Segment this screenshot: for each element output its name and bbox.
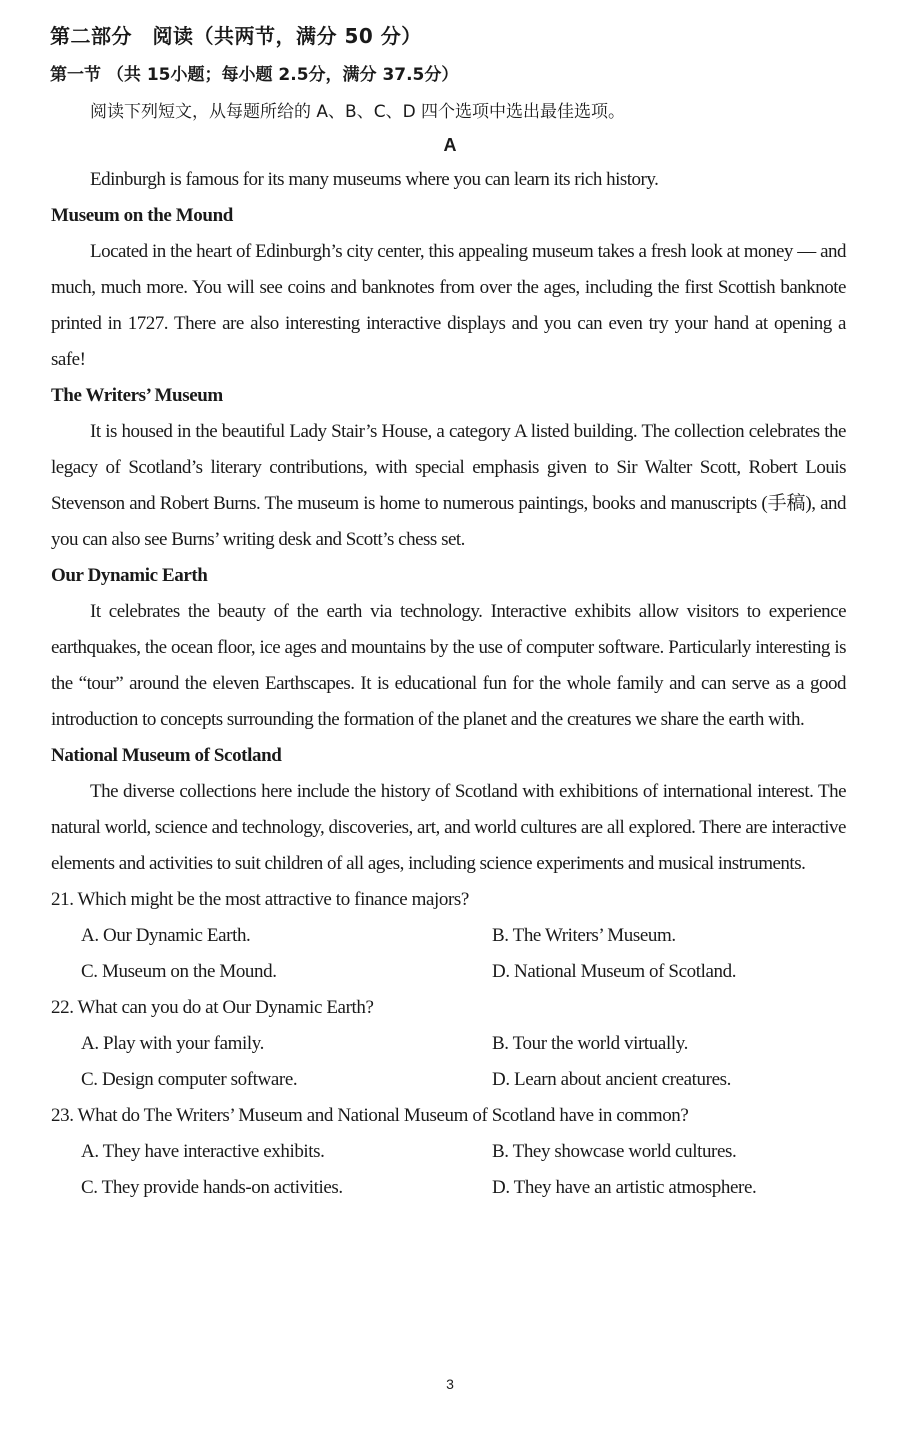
question-23-option-a: A. They have interactive exhibits. [81,1141,325,1162]
section-heading-national: National Museum of Scotland [51,745,282,766]
question-22-stem: 22. What can you do at Our Dynamic Earth? [51,997,374,1018]
question-21-option-b: B. The Writers’ Museum. [492,925,676,946]
question-21-option-c: C. Museum on the Mound. [81,961,277,982]
passage-intro: Edinburgh is famous for its many museums where you can learn its rich history. [90,169,659,190]
section-heading-dynamic-earth: Our Dynamic Earth [51,565,208,586]
question-23-stem: 23. What do The Writers’ Museum and National Museum of Scotland have in common? [51,1105,689,1126]
question-21-options [51,918,846,990]
question-23-option-b: B. They showcase world cultures. [492,1141,737,1162]
question-22-option-b: B. Tour the world virtually. [492,1033,688,1054]
question-22-option-d: D. Learn about ancient creatures. [492,1069,731,1090]
section-text-national: The diverse collections here include the history of Scotland with exhibitions of international interest. The natural world, science and technology, discoveries, art, and world cultures are all explored. There are interactive elements and activities to suit children of all ages, including science experiments and musical instruments. [51,781,846,874]
section-text-mound: Located in the heart of Edinburgh’s city center, this appealing museum takes a fresh look at money — and much, much more. You will see coins and banknotes from over the ages, including the first Scottish banknote printed in 1727. There are also interesting interactive displays and you can even try your hand at opening a safe! [51,241,846,370]
part-title: 第二部分 阅读（共两节，满分 50 分） [50,24,422,48]
question-22-options [51,1026,846,1098]
question-22-option-c: C. Design computer software. [81,1069,298,1090]
question-21-option-a: A. Our Dynamic Earth. [81,925,251,946]
question-23-options [51,1134,846,1206]
question-23-option-d: D. They have an artistic atmosphere. [492,1177,757,1198]
passage-content [51,162,846,1206]
question-21-stem: 21. Which might be the most attractive to finance majors? [51,889,469,910]
instruction-text: 阅读下列短文，从每题所给的 A、B、C、D 四个选项中选出最佳选项。 [90,102,626,122]
question-22-option-a: A. Play with your family. [81,1033,264,1054]
section-text-writers: It is housed in the beautiful Lady Stair’s House, a category A listed building. The collection celebrates the legacy of Scotland’s literary contributions, with special emphasis given to Sir Walter Scott, Robert Louis Stevenson and Robert Burns. The museum is home to numerous paintings, books and manuscripts (手稿), and you can also see Burns’ writing desk and Scott’s chess set. [51,421,846,550]
section-title: 第一节 （共 15小题；每小题 2.5分，满分 37.5分） [50,65,459,85]
question-23-option-c: C. They provide hands-on activities. [81,1177,343,1198]
section-heading-mound: Museum on the Mound [51,205,233,226]
section-text-dynamic-earth: It celebrates the beauty of the earth via technology. Interactive exhibits allow visitors to experience earthquakes, the ocean floor, ice ages and mountains by the use of computer software. Particularly interesting is the “tour” around the eleven Earthscapes. It is educational fun for the whole family and can serve as a good introduction to concepts surrounding the formation of the planet and the creatures we share the earth with. [51,601,846,730]
page-number: 3 [446,1376,454,1392]
question-21-option-d: D. National Museum of Scotland. [492,961,737,982]
passage-label: A [443,135,457,155]
section-heading-writers: The Writers’ Museum [51,385,223,406]
